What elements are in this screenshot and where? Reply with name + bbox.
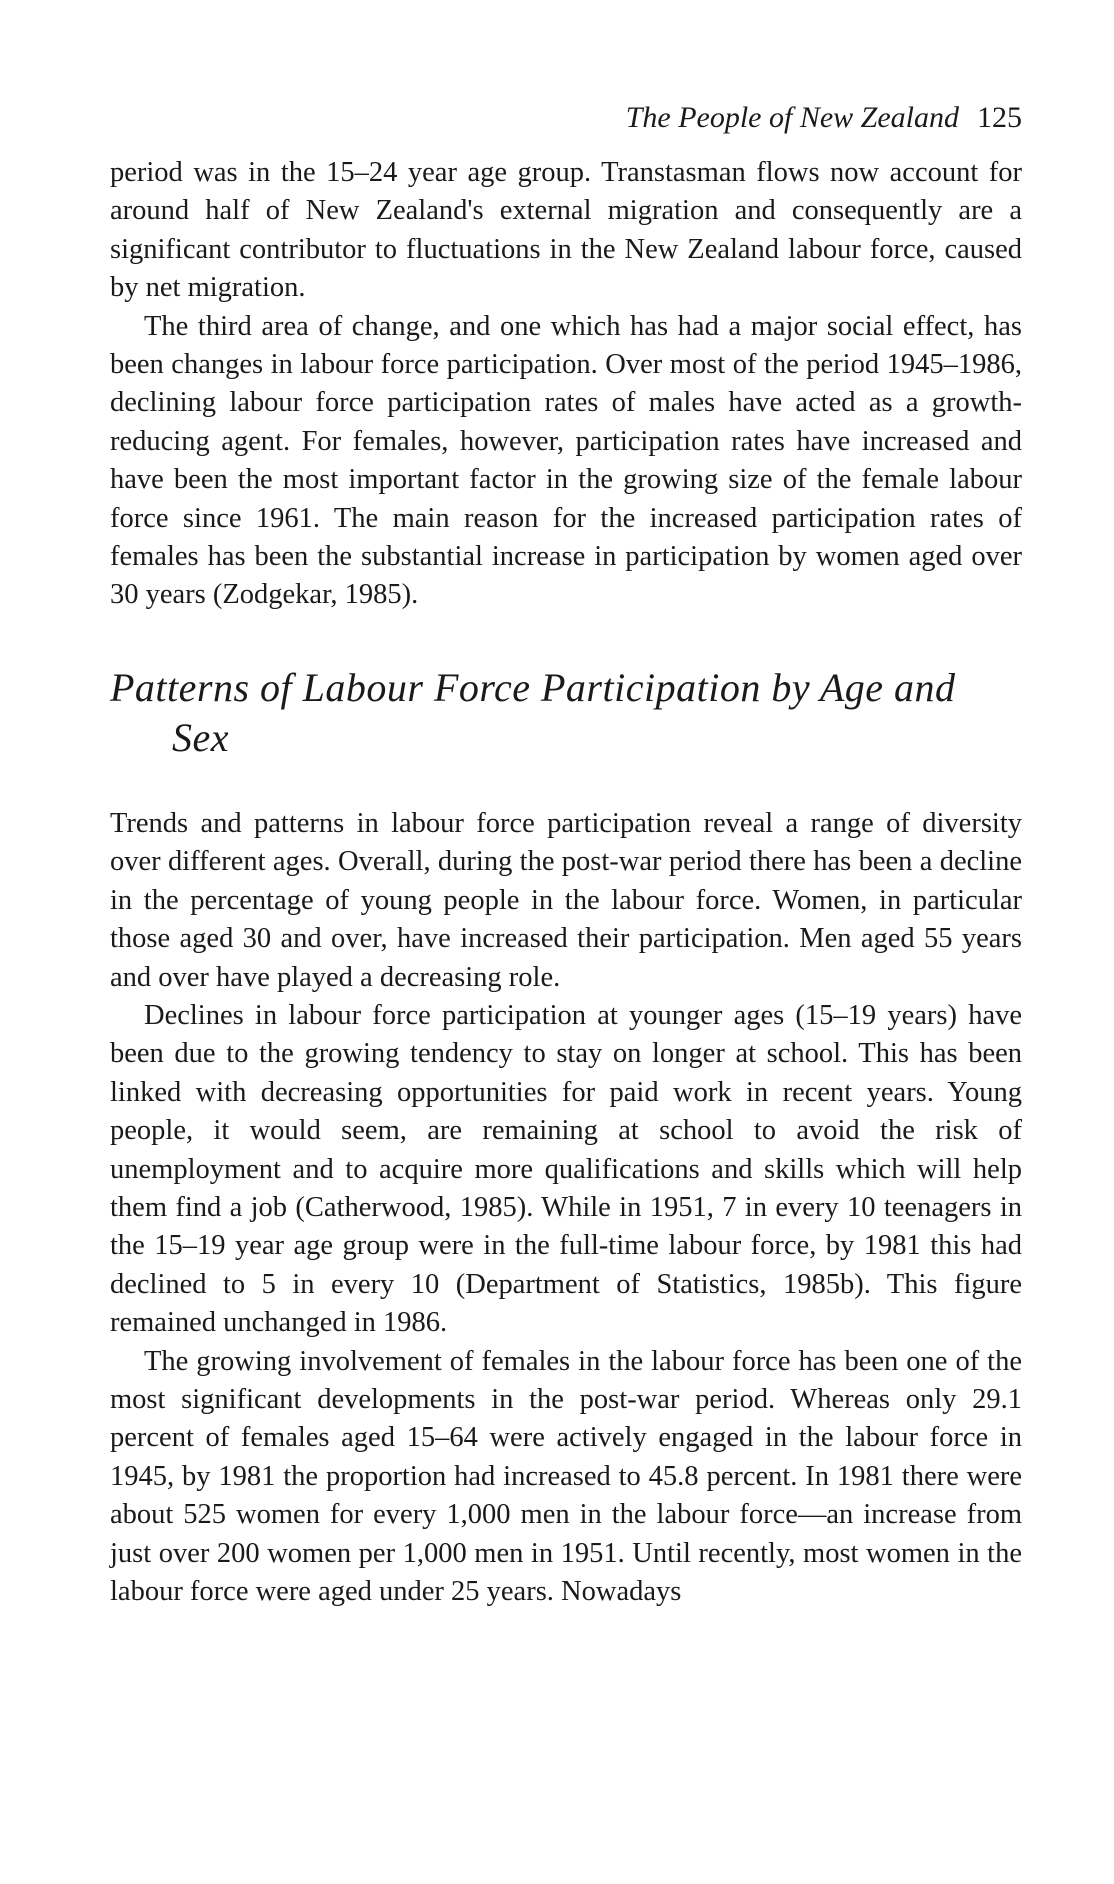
book-page: [110, 100, 1022, 1611]
paragraph: The growing involvement of females in the labour force has been one of the most significant developments in the post-war period. Whereas only 29.1 percent of females aged 15–64 were actively engaged in the labour force in 1945, by 1981 the proportion had increased to 45.8 percent. In 1981 there were about 525 women for every 1,000 men in the labour force—an increase from just over 200 women per 1,000 men in 1951. Until recently, most women in the labour force were aged under 25 years. Nowadays: [110, 1345, 1022, 1607]
page-number: 125: [977, 101, 1022, 134]
paragraph: Declines in labour force participation at younger ages (15–19 years) have been due to the growing tendency to stay on longer at school. This has been linked with decreasing opportunities for paid work in recent years. Young people, it would seem, are remaining at school to avoid the risk of unemployment and to acquire more qualifications and skills which will help them find a job (Catherwood, 1985). While in 1951, 7 in every 10 teenagers in the 15–19 year age group were in the full-time labour force, by 1981 this had declined to 5 in every 10 (Department of Statistics, 1985b). This figure remained unchanged in 1986.: [110, 999, 1022, 1339]
section-heading: Patterns of Labour Force Participation by Age and Sex: [110, 664, 956, 760]
paragraph: Trends and patterns in labour force participation reveal a range of diversity over different ages. Overall, during the post-war period there has been a decline in the percentage of young people in the labour force. Women, in particular those aged 30 and over, have increased their participation. Men aged 55 years and over have played a decreasing role.: [110, 807, 1022, 993]
paragraph-continued: period was in the 15–24 year age group. Transtasman flows now account for around half of New Zealand's external migration and consequently are a significant contributor to fluctuations in the New Zealand labour force, caused by net migration.: [110, 157, 1022, 304]
running-head: [110, 100, 1022, 136]
running-title: The People of New Zealand: [625, 101, 959, 134]
paragraph: The third area of change, and one which has had a major social effect, has been changes in labour force participation. Over most of the period 1945–1986, declining labour force participation rates of males have acted as a growth-reducing agent. For females, however, participation rates have increased and have been the most important factor in the growing size of the female labour force since 1961. The main reason for the increased participation rates of females has been the substantial increase in participation by women aged over 30 years (Zodgekar, 1985).: [110, 310, 1022, 611]
